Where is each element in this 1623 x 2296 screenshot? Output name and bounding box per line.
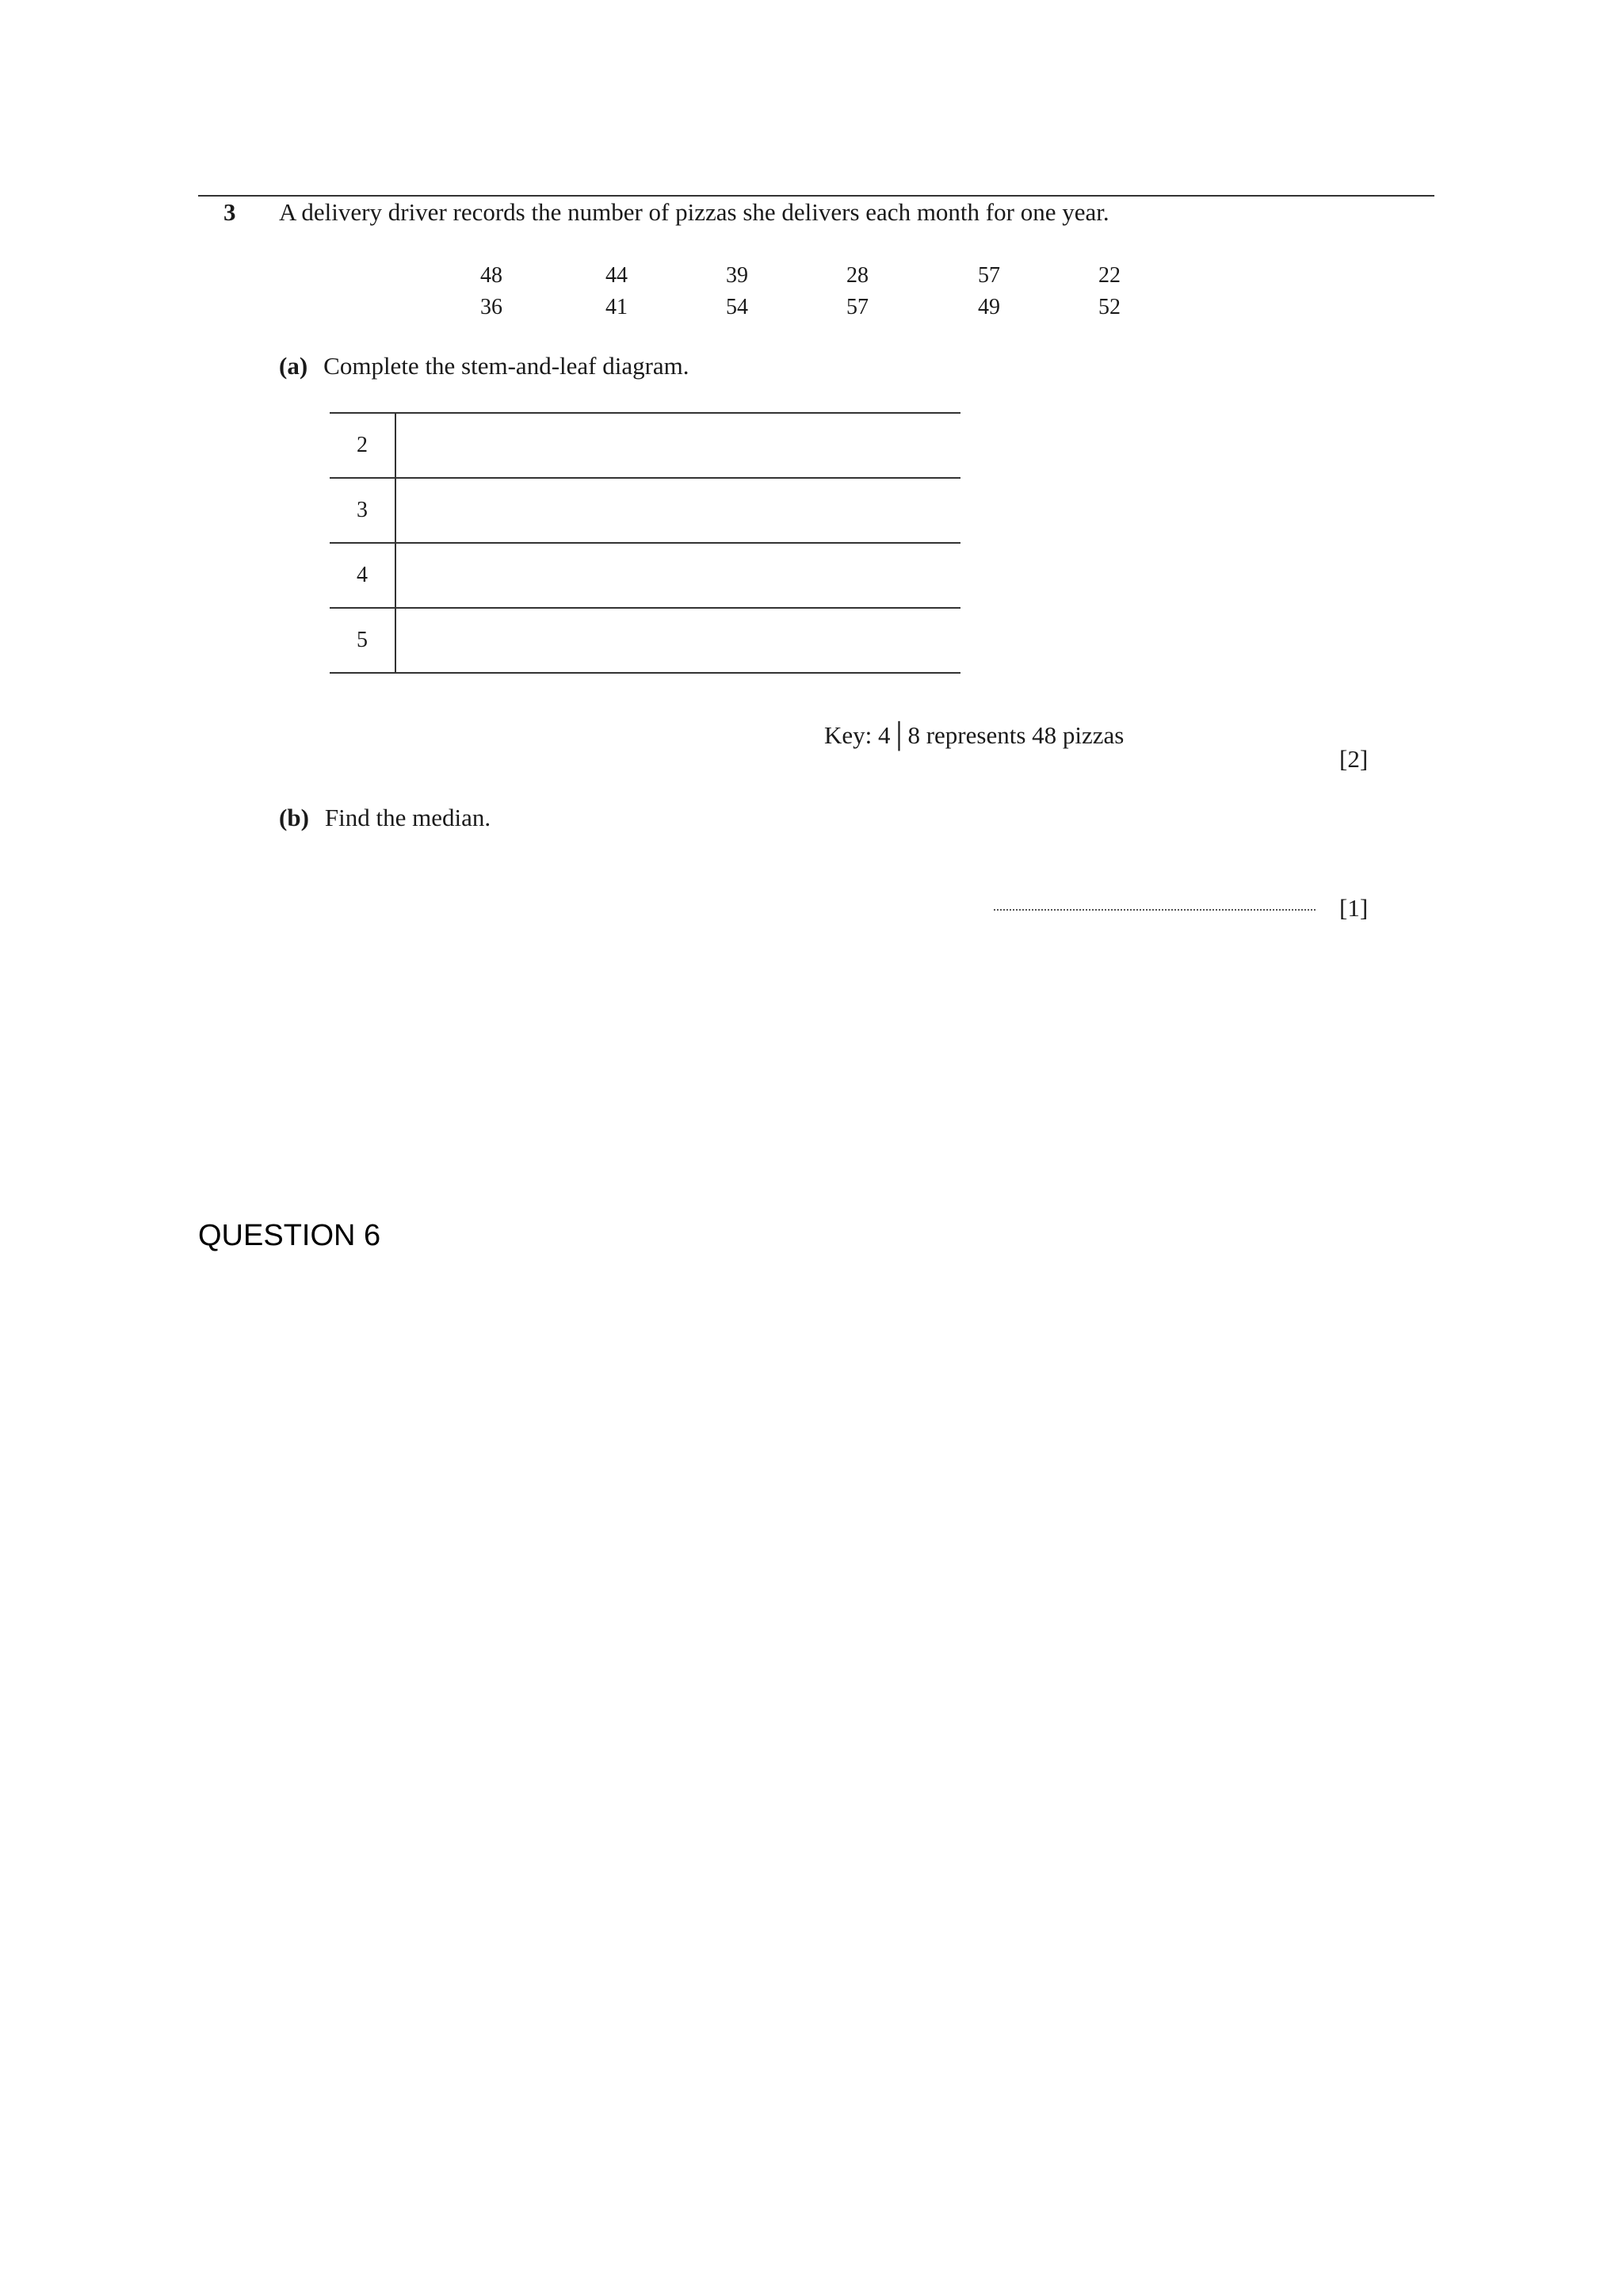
part-b-prompt <box>279 804 491 832</box>
next-question-heading: QUESTION 6 <box>198 1219 381 1252</box>
answer-line[interactable] <box>994 909 1316 911</box>
stem-cell: 5 <box>330 608 395 673</box>
data-value: 41 <box>605 295 628 319</box>
part-b-label: (b) <box>279 804 309 831</box>
part-b-text: Find the median. <box>324 804 491 831</box>
stem-row <box>330 413 960 478</box>
stem-and-leaf-diagram <box>330 412 960 674</box>
data-value: 36 <box>480 295 502 319</box>
stem-row <box>330 543 960 608</box>
question-number: 3 <box>223 198 236 226</box>
stem-cell: 2 <box>330 413 395 478</box>
data-value: 54 <box>726 295 748 319</box>
part-a-prompt <box>279 352 689 380</box>
part-a-marks: [2] <box>1339 745 1369 773</box>
stem-row <box>330 478 960 543</box>
question-text: A delivery driver records the number of pizzas she delivers each month for one year. <box>279 198 1109 226</box>
data-value: 44 <box>605 263 628 288</box>
data-value: 48 <box>480 263 502 288</box>
leaf-cell[interactable] <box>395 478 960 543</box>
part-a-label: (a) <box>279 352 308 380</box>
data-value: 57 <box>978 263 1000 288</box>
stem-cell: 4 <box>330 543 395 608</box>
data-value: 39 <box>726 263 748 288</box>
data-value: 52 <box>1098 295 1121 319</box>
top-rule <box>198 195 1434 197</box>
diagram-key: Key: 4│8 represents 48 pizzas <box>824 721 1125 749</box>
data-value: 22 <box>1098 263 1121 288</box>
stem-cell: 3 <box>330 478 395 543</box>
stem-row <box>330 608 960 673</box>
data-value: 57 <box>846 295 869 319</box>
leaf-cell[interactable] <box>395 608 960 673</box>
data-value: 28 <box>846 263 869 288</box>
data-value: 49 <box>978 295 1000 319</box>
part-a-text: Complete the stem-and-leaf diagram. <box>323 352 689 380</box>
part-b-marks: [1] <box>1339 894 1369 922</box>
leaf-cell[interactable] <box>395 413 960 478</box>
leaf-cell[interactable] <box>395 543 960 608</box>
